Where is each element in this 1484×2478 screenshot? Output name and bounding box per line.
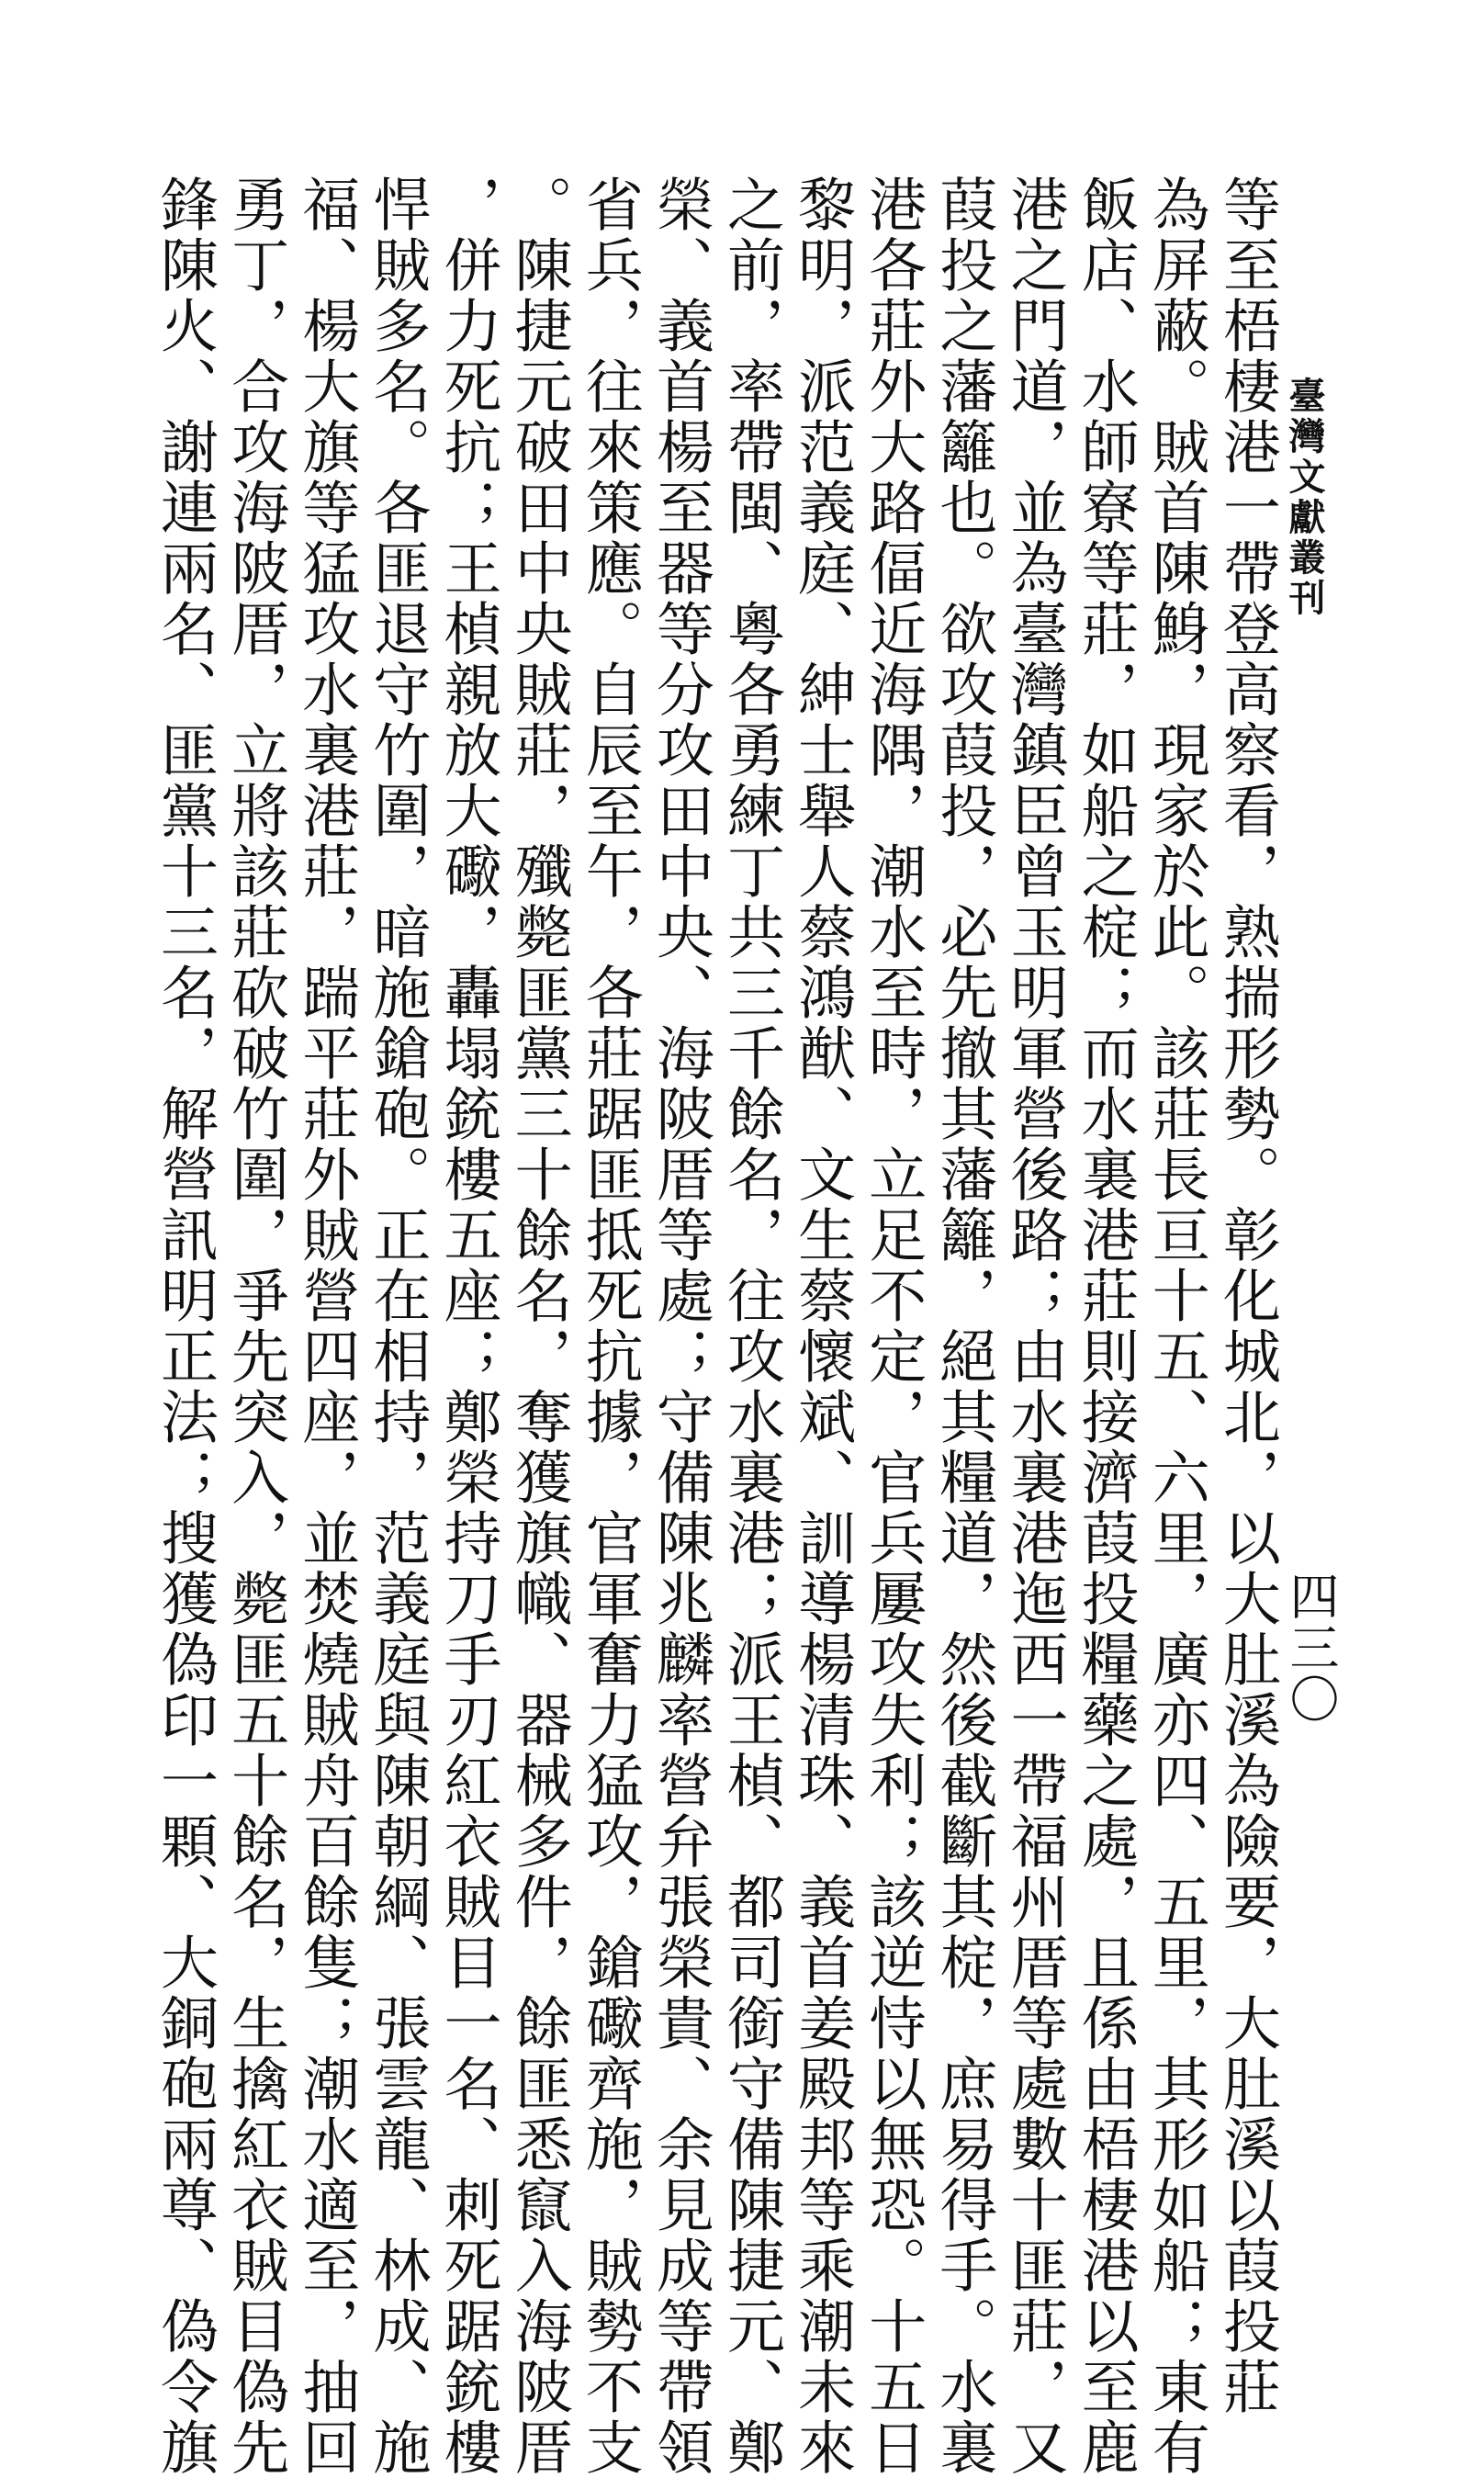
text-column-15: 勇丁，合攻海陂厝，立將該莊砍破竹圍，爭先突入，斃匪五十餘名，生擒紅衣賊目偽先 <box>222 175 290 2478</box>
text-column-11: 。陳捷元破田中央賊莊，殲斃匪黨三十餘名，奪獲旗幟、器械多件，餘匪悉竄入海陂厝 <box>505 175 573 2478</box>
text-column-5: 葭投之藩籬也。欲攻葭投，必先撤其藩籬，絕其糧道，然後截斷其椗，庶易得手。水裏 <box>930 175 998 2478</box>
text-column-3: 飯店、水師寮等莊，如船之椗；而水裏港莊則接濟葭投糧藥之處，且係由梧棲港以至鹿 <box>1072 175 1140 2478</box>
text-column-14: 福、楊大旗等猛攻水裏港莊，踹平莊外賊營四座，並焚燒賊舟百餘隻；潮水適至，抽回 <box>293 175 361 2478</box>
text-column-2: 為屏蔽。賊首陳鯓，現家於此。該莊長亘十五、六里，廣亦四、五里，其形如船；東有 <box>1142 175 1210 2478</box>
book-title: 臺灣文獻叢刊 <box>1283 377 1326 619</box>
text-column-6: 港各莊外大路偪近海隅，潮水至時，立足不定，官兵屢攻失利；該逆恃以無恐。十五日 <box>860 175 928 2478</box>
text-column-10: 省兵，往來策應。自辰至午，各莊踞匪抵死抗據，官軍奮力猛攻，鎗礮齊施，賊勢不支 <box>576 175 644 2478</box>
text-column-12: ，併力死抗；王楨親放大礮，轟塌銃樓五座；鄭榮持刀手刃紅衣賊目一名、刺死踞銃樓 <box>434 175 502 2478</box>
body-text <box>152 175 1281 2478</box>
text-column-1: 等至梧棲港一帶登高察看，熟揣形勢。彰化城北，以大肚溪為險要，大肚溪以葭投莊 <box>1213 175 1281 2417</box>
page-number: 四三〇 <box>1282 1571 1340 1725</box>
text-column-16: 鋒陳火、謝連兩名、匪黨十三名，解營訊明正法；搜獲偽印一顆、大銅砲兩尊、偽令旗 <box>152 175 219 2478</box>
text-column-7: 黎明，派范義庭、紳士舉人蔡鴻猷、文生蔡懷斌、訓導楊清珠、義首姜殿邦等乘潮未來 <box>789 175 857 2478</box>
text-column-4: 港之門道，並為臺灣鎮臣曾玉明軍營後路；由水裏港迤西一帶福州厝等處數十匪莊，又 <box>1001 175 1069 2478</box>
text-column-13: 悍賊多名。各匪退守竹圍，暗施鎗砲。正在相持，范義庭與陳朝綱、張雲龍、林成、施 <box>364 175 432 2478</box>
text-column-9: 榮、義首楊至器等分攻田中央、海陂厝等處；守備陳兆麟率營弁張榮貴、余見成等帶領 <box>646 175 714 2478</box>
text-column-8: 之前，率帶閩、粵各勇練丁共三千餘名，往攻水裏港；派王楨、都司銜守備陳捷元、鄭 <box>718 175 785 2478</box>
